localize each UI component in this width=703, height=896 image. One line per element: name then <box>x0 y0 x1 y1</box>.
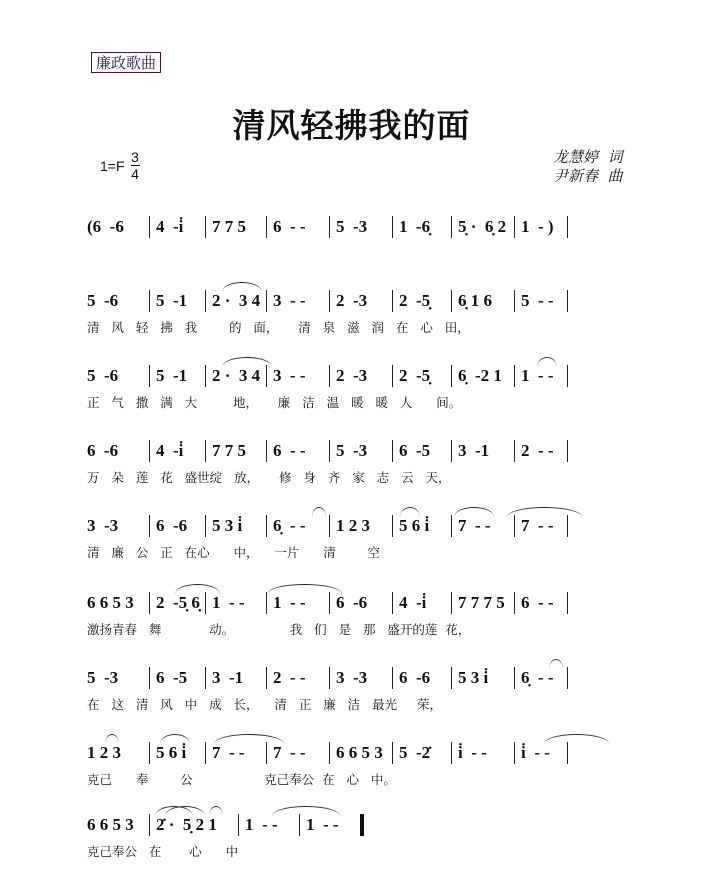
time-denominator: 4 <box>131 166 139 182</box>
measure: 6 -6 <box>399 668 431 687</box>
notation-row <box>87 590 632 616</box>
measure: 2 -3 <box>336 366 368 385</box>
measure: 6 - - <box>521 593 554 612</box>
notation-row <box>87 438 632 464</box>
measure: 6 6 5 3 <box>336 743 383 762</box>
lyrics-row: 克己 奉 公 克己奉公 在 心 中。 <box>87 772 396 787</box>
barline <box>567 667 568 689</box>
key-label: 1=F <box>100 157 125 174</box>
measure: 1 - - <box>273 593 306 612</box>
barline <box>567 290 568 312</box>
measure: (6 -6 <box>87 217 124 236</box>
measure: i̇ - - <box>521 743 550 762</box>
measure: 7 - - <box>273 743 306 762</box>
measure: 3 -1 <box>458 441 490 460</box>
measure: 2 -3 <box>336 291 368 310</box>
measure: 5 -3 <box>87 668 119 687</box>
score-line <box>87 513 632 562</box>
measure: 2 -5̣ <box>399 291 431 310</box>
score-line <box>87 214 632 263</box>
barline <box>567 216 568 238</box>
measure: 7 7 7 5 <box>458 593 505 612</box>
slur-arc <box>454 507 494 517</box>
lyrics-row: 清 风 轻 拂 我 的 面， 清 泉 滋 润 在 心 田， <box>87 320 470 335</box>
score-line <box>87 288 632 337</box>
measure: 6̣ 1 6 <box>458 291 492 310</box>
measure: 7 7 5 <box>212 217 246 236</box>
measure: 6 -6 <box>336 593 368 612</box>
slur-arc <box>312 507 326 517</box>
slur-arc <box>507 507 582 517</box>
measure: 7 - - <box>458 516 491 535</box>
measure: 5 6 i̇ <box>399 516 430 535</box>
measure: 4 -i̇ <box>156 217 184 236</box>
slur-arc <box>160 734 190 744</box>
measure: 4 -i̇ <box>399 593 427 612</box>
slur-arc <box>222 282 262 292</box>
measure: 7 - - <box>521 516 554 535</box>
barline <box>567 742 568 764</box>
lyrics-row: 清 廉 公 正 在心 中， 一片 清 空 <box>87 545 381 560</box>
time-numerator: 3 <box>131 149 139 165</box>
measure: 6̣ -2 1 <box>458 366 502 385</box>
measure: 1 2 3 <box>87 743 121 762</box>
measure: 2 · 3 4 <box>212 366 261 385</box>
measure: i̇ - - <box>458 743 487 762</box>
measure: 6 - - <box>273 441 306 460</box>
measure: 6 -6 <box>156 516 188 535</box>
slur-arc <box>272 806 340 816</box>
lyrics-row: 在 这 清 风 中 成 长， 清 正 廉 洁 最光 荣， <box>87 697 442 712</box>
measure: 1 -6̣ <box>399 217 431 236</box>
key-signature <box>100 150 140 181</box>
measure: 1 - ) <box>521 217 554 236</box>
measure: 7 7 5 <box>212 441 246 460</box>
barline <box>567 515 568 537</box>
slur-arc <box>209 806 223 816</box>
measure: 2 -5̣ 6̣ <box>156 593 200 612</box>
measure: 3 - - <box>273 366 306 385</box>
measure: 4 -i̇ <box>156 441 184 460</box>
measure: 6 -5 <box>156 668 188 687</box>
measure: 6 -6 <box>87 441 119 460</box>
barline <box>567 440 568 462</box>
measure: 2 -5̣ <box>399 366 431 385</box>
measure: 6̣ - - <box>521 668 554 687</box>
measure: 6 6 5 3 <box>87 815 134 834</box>
credits <box>553 148 623 186</box>
measure: 1 - - <box>521 366 554 385</box>
measure: 1 - - <box>306 815 339 834</box>
slur-arc <box>549 659 563 669</box>
lyrics-row: 正 气 撒 满 大 地， 廉 洁 温 暖 暖 人 间。 <box>87 395 462 410</box>
slur-arc <box>222 357 272 367</box>
measure: 5 -1 <box>156 366 188 385</box>
measure: 3 - - <box>273 291 306 310</box>
measure: 5 -3 <box>336 441 368 460</box>
measure: 6 -5 <box>399 441 431 460</box>
measure: 5 -1 <box>156 291 188 310</box>
measure: 5 3 i̇ <box>458 668 489 687</box>
slur-arc <box>544 734 609 744</box>
measure: 5 - - <box>521 291 554 310</box>
slur-arc <box>165 806 205 816</box>
score-line <box>87 812 632 861</box>
measure: 2 - - <box>521 441 554 460</box>
song-title: 清风轻拂我的面 <box>232 106 471 145</box>
measure: 7 - - <box>212 743 245 762</box>
score-line <box>87 665 632 714</box>
measure: 1 2 3 <box>336 516 370 535</box>
slur-arc <box>105 734 119 744</box>
measure: 5 6 i̇ <box>156 743 187 762</box>
lyrics-row: 万 朵 莲 花 盛世绽 放， 修 身 齐 家 志 云 天， <box>87 470 451 485</box>
score-line <box>87 438 632 487</box>
lyrics-row <box>87 245 632 263</box>
time-signature <box>131 150 140 181</box>
slur-arc <box>400 507 420 517</box>
measure: 6 6 5 3 <box>87 593 134 612</box>
measure: 5̣ · 6̣ 2 <box>458 217 507 236</box>
measure: 6 - - <box>273 217 306 236</box>
measure: 2 - - <box>273 668 306 687</box>
lyrics-row: 激扬青春 舞 动。 我 们 是 那 盛开的莲 花， <box>87 622 471 637</box>
score-line <box>87 363 632 412</box>
measure: 3 -3 <box>87 516 119 535</box>
lyricist-credit: 龙慧婷 词 <box>553 148 623 166</box>
measure: 5 -2̇ <box>399 743 431 762</box>
slur-arc <box>537 357 557 367</box>
slur-arc <box>214 734 284 744</box>
measure: 2 · 3 4 <box>212 291 261 310</box>
notation-row <box>87 288 632 314</box>
measure: 5 -3 <box>336 217 368 236</box>
score-line <box>87 590 632 639</box>
measure: 3 -1 <box>212 668 244 687</box>
measure: 5 -6 <box>87 291 119 310</box>
measure: 6̣ - - <box>273 516 306 535</box>
barline <box>567 592 568 614</box>
measure: 1 - - <box>212 593 245 612</box>
measure: 3 -3 <box>336 668 368 687</box>
slur-arc <box>267 584 342 594</box>
lyrics-row: 克己奉公 在 心 中 <box>87 844 239 859</box>
slur-arc <box>175 584 220 594</box>
measure: 5 3 i̇ <box>212 516 243 535</box>
measure: 2̇ · 5̣ 2 1 <box>156 815 217 834</box>
measure: 5 -6 <box>87 366 119 385</box>
score-line <box>87 740 632 789</box>
category-tag: 廉政歌曲 <box>91 52 161 73</box>
notation-row <box>87 214 632 240</box>
measure: 1 - - <box>245 815 278 834</box>
final-barline <box>360 814 364 836</box>
composer-credit: 尹新春 曲 <box>553 167 623 185</box>
barline <box>567 365 568 387</box>
